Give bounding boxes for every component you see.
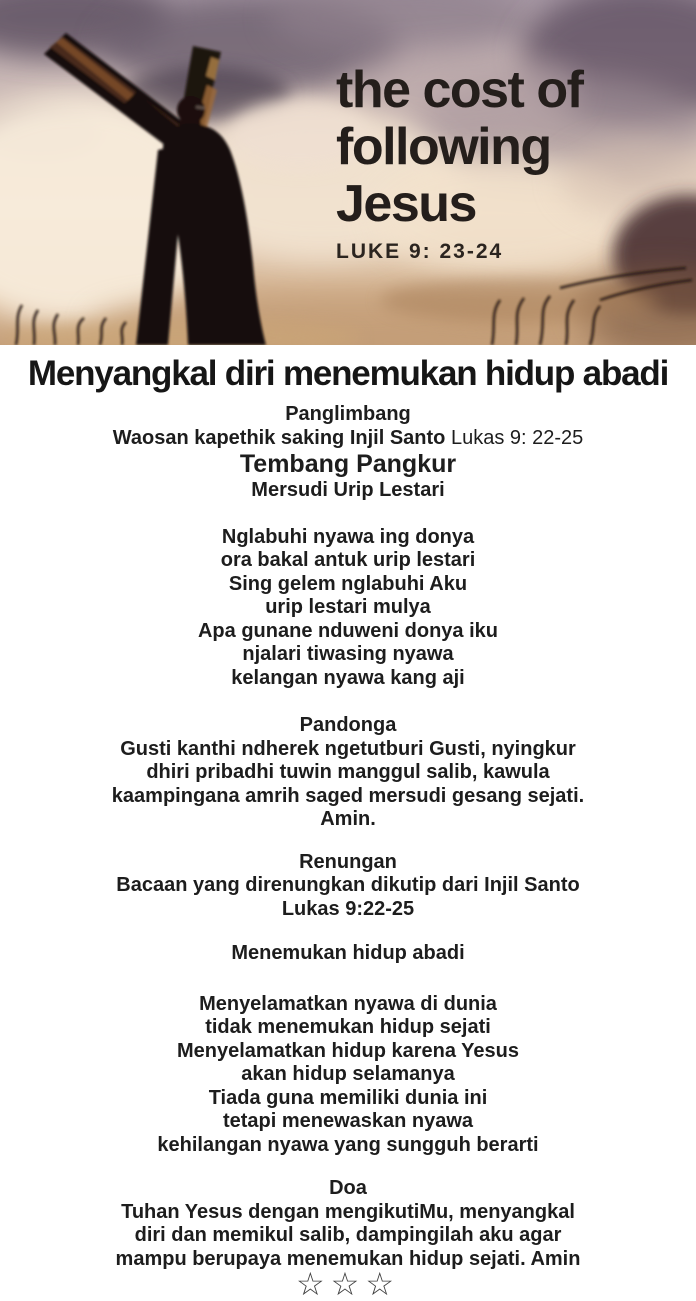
doa-line: mampu berupaya menemukan hidup sejati. Amin — [115, 1247, 581, 1270]
hero-overlay-line-2: following — [336, 118, 551, 176]
tembang-line: Apa gunane nduweni donya iku — [197, 619, 499, 642]
pandonga-line: Gusti kanthi ndherek ngetutburi Gusti, nyingkur — [120, 737, 576, 760]
hero-overlay-line-1: the cost of — [336, 61, 583, 119]
section-renungan — [0, 851, 696, 922]
panglimbang-source-line — [0, 427, 696, 451]
hero-overlay-text — [336, 62, 582, 264]
star-rating-1[interactable]: ☆ — [295, 1266, 331, 1301]
doa-line: Tuhan Yesus dengan mengikutiMu, menyangkal — [121, 1200, 575, 1223]
renungan-line: Lukas 9:22-25 — [281, 897, 415, 920]
tembang-line: Nglabuhi nyawa ing donya — [221, 525, 475, 548]
tembang-line: ora bakal antuk urip lestari — [220, 549, 476, 571]
section-panglimbang — [0, 403, 696, 503]
renungan-subtitle: Menemukan hidup abadi — [231, 942, 465, 964]
panglimbang-heading: Panglimbang — [285, 403, 411, 425]
renungan-heading: Renungan — [299, 850, 397, 873]
pandonga-line: Amin. — [320, 808, 376, 830]
section-renungan-body — [0, 993, 696, 1158]
page-title: Menyangkal diri menemukan hidup abadi — [27, 354, 669, 393]
doa-heading: Doa — [329, 1177, 367, 1199]
renungan-body-line: tidak menemukan hidup sejati — [205, 1016, 491, 1038]
pandonga-heading: Pandonga — [299, 714, 397, 736]
renungan-body-line: Tiada guna memiliki dunia ini — [208, 1086, 488, 1109]
renungan-body-line: kehilangan nyawa yang sungguh berarti — [157, 1133, 539, 1156]
star-rating-3[interactable]: ☆ — [365, 1266, 401, 1301]
panglimbang-source-main: Waosan kapethik saking Injil Santo — [112, 426, 446, 449]
renungan-body-line: tetapi menewaskan nyawa — [222, 1110, 474, 1132]
tembang-line: Sing gelem nglabuhi Aku — [228, 572, 468, 595]
section-doa — [0, 1177, 696, 1271]
hero-image — [0, 0, 696, 345]
tembang-line: kelangan nyawa kang aji — [231, 666, 465, 689]
pandonga-line: kaampingana amrih saged mersudi gesang sejati. — [111, 784, 585, 807]
hero-scripture-reference: LUKE 9: 23-24 — [336, 240, 504, 263]
renungan-body-line: Menyelamatkan hidup karena Yesus — [176, 1039, 519, 1062]
tembang-line: njalari tiwasing nyawa — [242, 643, 454, 665]
panglimbang-source-ref: Lukas 9: 22-25 — [450, 426, 584, 449]
renungan-line: Bacaan yang direnungkan dikutip dari Injil Santo — [116, 874, 580, 896]
renungan-body-line: Menyelamatkan nyawa di dunia — [199, 992, 497, 1015]
doa-line: diri dan memikul salib, dampingilah aku agar — [134, 1224, 562, 1246]
star-rating-2[interactable]: ☆ — [330, 1266, 366, 1301]
pandonga-line: dhiri pribadhi tuwin manggul salib, kawula — [146, 761, 550, 783]
section-tembang-stanza — [0, 526, 696, 691]
section-pandonga — [0, 714, 696, 832]
song-title: Tembang Pangkur — [239, 450, 457, 478]
star-rating — [0, 1266, 696, 1301]
tembang-line: urip lestari mulya — [265, 596, 431, 618]
song-subtitle: Mersudi Urip Lestari — [251, 479, 445, 501]
hero-overlay-line-3: Jesus — [336, 175, 476, 233]
renungan-body-line: akan hidup selamanya — [241, 1063, 455, 1085]
